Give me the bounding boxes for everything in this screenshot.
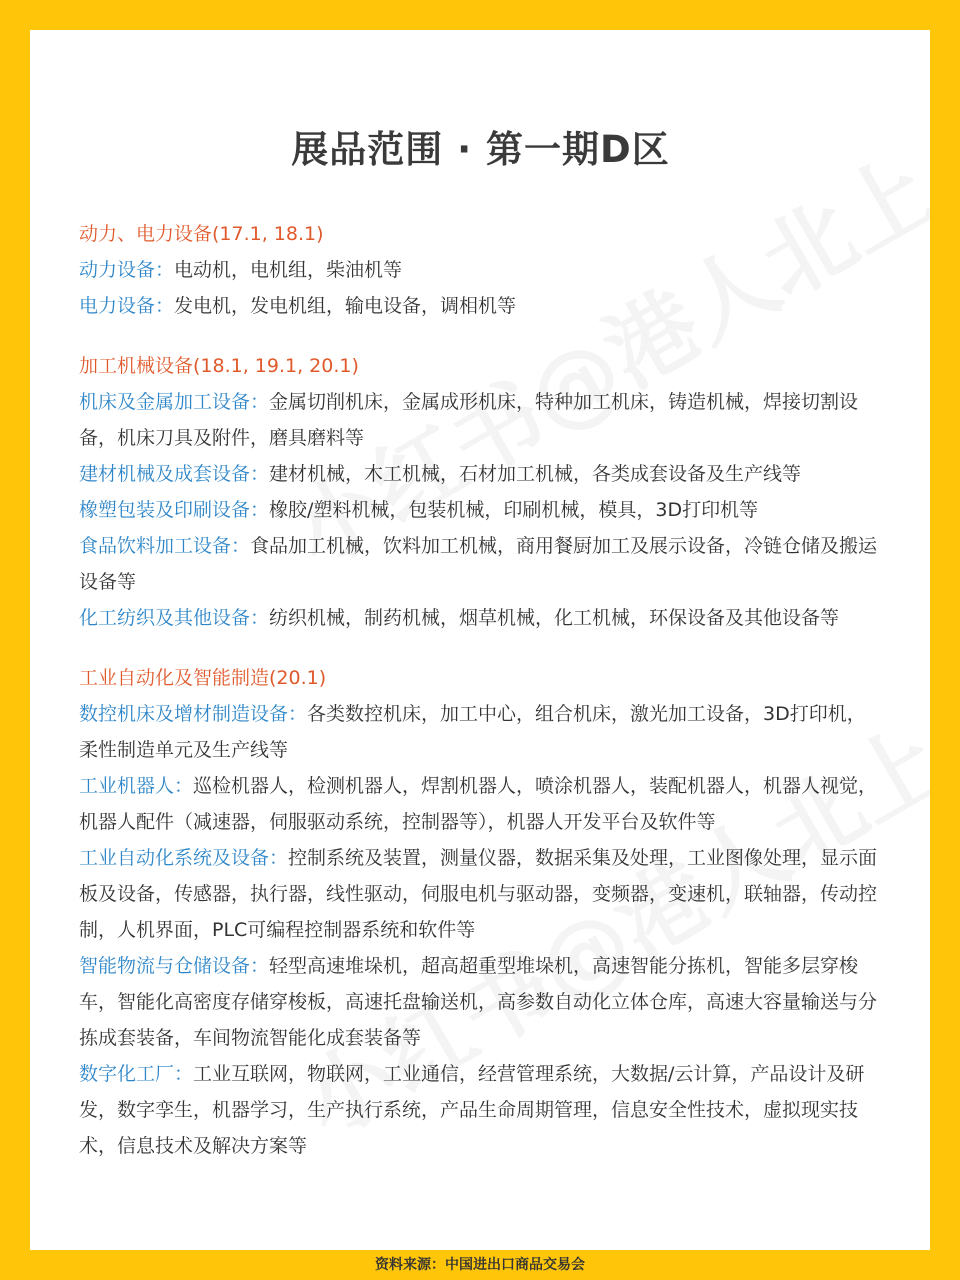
list-item bbox=[79, 528, 882, 600]
list-item bbox=[79, 456, 882, 492]
item-text: 各类数控机床，加工中心，组合机床，激光加工设备，3D打印机，柔性制造单元及生产线等 bbox=[79, 703, 866, 761]
item-label: 工业机器人： bbox=[79, 775, 194, 797]
item-text: 巡检机器人，检测机器人，焊割机器人，喷涂机器人，装配机器人，机器人视觉，机器人配件（减速器，伺服驱动系统，控制器等），机器人开发平台及软件等 bbox=[79, 775, 878, 833]
list-item bbox=[79, 768, 882, 840]
item-label: 工业自动化系统及设备： bbox=[79, 847, 289, 869]
section-industrial-automation bbox=[79, 660, 882, 1164]
item-label: 机床及金属加工设备： bbox=[79, 391, 270, 413]
item-label: 橡塑包装及印刷设备： bbox=[79, 499, 270, 521]
item-text: 控制系统及装置，测量仪器，数据采集及处理，工业图像处理，显示面板及设备，传感器，执行器，线性驱动，伺服电机与驱动器，变频器，变速机，联轴器，传动控制，人机界面，PLC可编程控制器系统和软件等 bbox=[79, 847, 878, 941]
list-item bbox=[79, 288, 882, 324]
item-text: 食品加工机械，饮料加工机械，商用餐厨加工及展示设备，冷链仓储及搬运设备等 bbox=[79, 535, 878, 593]
content-card bbox=[30, 30, 930, 1250]
section-heading: 动力、电力设备(17.1, 18.1) bbox=[79, 223, 324, 245]
item-label: 智能物流与仓储设备： bbox=[79, 955, 270, 977]
list-item bbox=[79, 948, 882, 1056]
list-item bbox=[79, 492, 882, 528]
item-text: 发电机，发电机组，输电设备，调相机等 bbox=[174, 295, 517, 317]
list-item bbox=[79, 252, 882, 288]
section-processing-machinery bbox=[79, 348, 882, 636]
item-label: 数字化工厂： bbox=[79, 1063, 194, 1085]
item-label: 化工纺织及其他设备： bbox=[79, 607, 270, 629]
section-heading: 加工机械设备(18.1, 19.1, 20.1) bbox=[79, 355, 359, 377]
item-text: 金属切削机床，金属成形机床，特种加工机床，铸造机械，焊接切割设备，机床刀具及附件，磨具磨料等 bbox=[79, 391, 859, 449]
item-text: 电动机，电机组，柴油机等 bbox=[174, 259, 403, 281]
item-label: 电力设备： bbox=[79, 295, 175, 317]
item-text: 橡胶/塑料机械，包装机械，印刷机械，模具，3D打印机等 bbox=[269, 499, 759, 521]
item-text: 工业互联网，物联网，工业通信，经营管理系统，大数据/云计算，产品设计及研发，数字孪生，机器学习，生产执行系统，产品生命周期管理，信息安全性技术，虚拟现实技术，信息技术及解决方案等 bbox=[79, 1063, 865, 1157]
source-footer: 资料来源：中国进出口商品交易会 bbox=[375, 1257, 585, 1273]
list-item bbox=[79, 696, 882, 768]
section-power-equipment bbox=[79, 216, 882, 324]
item-label: 食品饮料加工设备： bbox=[79, 535, 251, 557]
list-item bbox=[79, 1056, 882, 1164]
item-label: 建材机械及成套设备： bbox=[79, 463, 270, 485]
item-label: 数控机床及增材制造设备： bbox=[79, 703, 308, 725]
item-label: 动力设备： bbox=[79, 259, 175, 281]
item-text: 纺织机械，制药机械，烟草机械，化工机械，环保设备及其他设备等 bbox=[269, 607, 840, 629]
list-item bbox=[79, 600, 882, 636]
list-item bbox=[79, 384, 882, 456]
item-text: 轻型高速堆垛机，超高超重型堆垛机，高速智能分拣机，智能多层穿梭车，智能化高密度存储穿梭板，高速托盘输送机，高参数自动化立体仓库，高速大容量输送与分拣成套装备，车间物流智能化成套装备等 bbox=[79, 955, 878, 1049]
item-text: 建材机械，木工机械，石材加工机械，各类成套设备及生产线等 bbox=[269, 463, 802, 485]
list-item bbox=[79, 840, 882, 948]
page-title: 展品范围 · 第一期D区 bbox=[291, 128, 670, 171]
section-heading: 工业自动化及智能制造(20.1) bbox=[79, 667, 327, 689]
